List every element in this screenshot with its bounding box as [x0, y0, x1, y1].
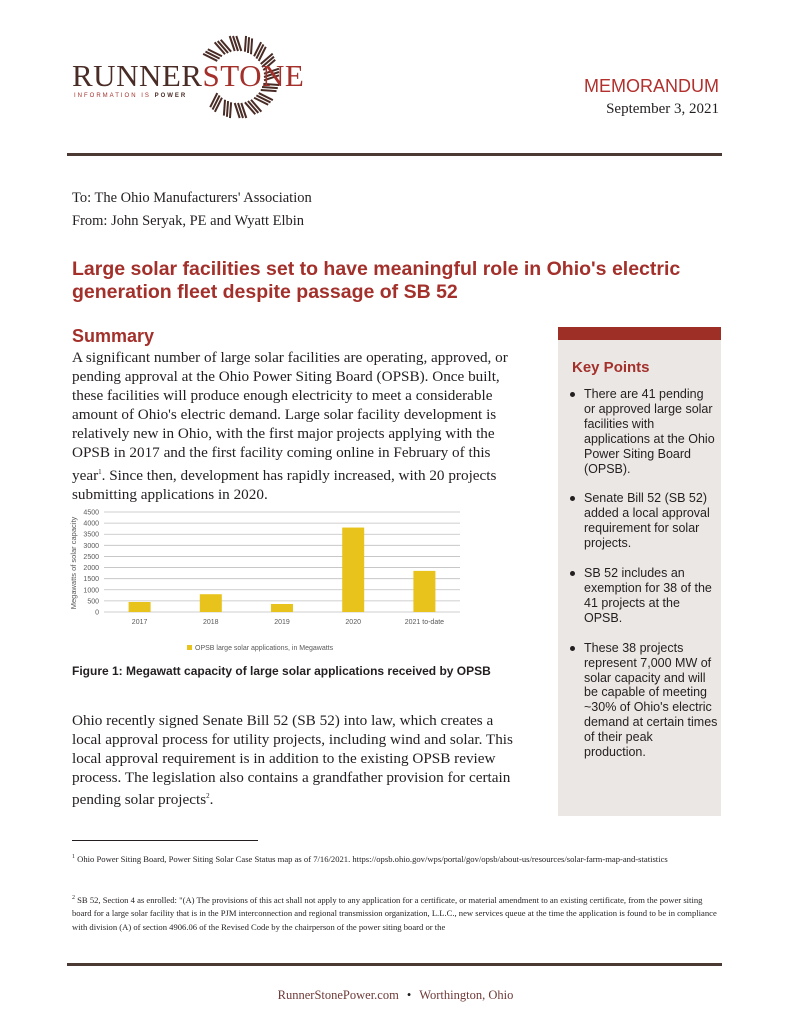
bar-2019 — [271, 604, 293, 612]
bar-2020 — [342, 528, 364, 612]
footnote-number: 1 — [72, 854, 75, 860]
sunburst-ray — [207, 93, 226, 112]
y-tick-label: 500 — [87, 598, 99, 606]
x-tick-label: 2021 to-date — [404, 619, 445, 626]
logo-word-runner: RUNNER — [72, 58, 203, 93]
y-tick-label: 0 — [95, 609, 99, 617]
footnote-text: SB 52, Section 4 as enrolled: "(A) The provisions of this act shall not apply to any application for a certificate, or material amendment to an existing certificate, from the power siting board for a large solar facility that is in the PJM interconnection and regional transmission organization, L.L.C., new services queue at the time the application is found to be in compliance with division (A) of section 4906.06 of the Revised Code by the chairperson of the power siting board or the — [72, 894, 717, 932]
y-tick-label: 4000 — [83, 520, 99, 528]
chart-x-ticks — [132, 619, 444, 626]
bar-2017 — [129, 602, 151, 612]
logo-word-stone: STONE — [202, 58, 305, 93]
y-tick-label: 4500 — [83, 509, 99, 517]
summary-text-b: . Since then, development has rapidly increased, with 20 projects submitting applications in 2020. — [72, 466, 497, 503]
footer-website-link[interactable]: RunnerStonePower.com — [277, 988, 399, 1002]
key-point-item: Senate Bill 52 (SB 52) added a local approval requirement for solar projects. — [568, 491, 718, 551]
y-tick-label: 1500 — [83, 576, 99, 584]
sb52-paragraph — [72, 711, 522, 810]
bar-2021-to-date — [413, 571, 435, 612]
footer-divider — [67, 963, 722, 966]
memo-date: September 3, 2021 — [606, 101, 719, 117]
sunburst-ray — [235, 103, 247, 118]
footer-separator: • — [406, 988, 412, 1002]
key-points-heading: Key Points — [572, 359, 650, 376]
bar-2018 — [200, 594, 222, 612]
key-point-item: These 38 projects represent 7,000 MW of solar capacity and will be capable of meeting ~30% of Ohio's electric demand at certain times of their peak production. — [568, 641, 718, 760]
chart-y-axis-label: Megawatts of solar capacity — [69, 516, 78, 610]
document-type: MEMORANDUM — [584, 76, 719, 96]
page-footer — [0, 988, 791, 1003]
bar-chart — [62, 505, 462, 655]
sunburst-ray — [240, 36, 256, 54]
x-tick-label: 2019 — [274, 619, 290, 626]
footnote-number: 2 — [72, 895, 75, 901]
summary-heading: Summary — [72, 326, 155, 346]
logo-tagline — [74, 93, 187, 99]
y-tick-label: 1000 — [83, 587, 99, 595]
logo-tagline-a: INFORMATION IS — [74, 93, 155, 99]
footnote-1 — [72, 851, 722, 866]
sb52-text-a: Ohio recently signed Senate Bill 52 (SB 52) into law, which creates a local approval process for utility projects, including wind and solar. This local approval requirement is in addition to the existing OPSB review process. The legislation also contains a grandfather provision for certain pending solar projects — [72, 712, 513, 809]
summary-paragraph — [72, 348, 522, 504]
y-tick-label: 2000 — [83, 565, 99, 573]
footnote-divider — [72, 840, 258, 841]
figure-caption: Figure 1: Megawatt capacity of large solar applications received by OPSB — [72, 664, 491, 678]
company-logo — [70, 36, 305, 116]
footnote-text: Ohio Power Siting Board, Power Siting Solar Case Status map as of 7/16/2021. https://opsb.ohio.gov/wps/portal/gov/opsb/about-us/resources/solar-farm-map-and-statistics — [77, 853, 668, 864]
key-point-item: SB 52 includes an exemption for 38 of the 41 projects at the OPSB. — [568, 566, 718, 626]
summary-text-a: A significant number of large solar facilities are operating, approved, or pending approval at the Ohio Power Siting Board (OPSB). Once built, these facilities will produce enough electricity to meet a considerable amount of Ohio's electric demand. Large solar facility development is relatively new in Ohio, with the first major projects applying with the OPSB in 2017 and the first facility coming online in February of this year — [72, 349, 508, 484]
key-points-header-bar — [558, 327, 721, 340]
sunburst-ray — [230, 36, 242, 51]
logo-wordmark — [72, 60, 304, 91]
memo-to: To: The Ohio Manufacturers' Association — [72, 190, 312, 206]
footer-location: Worthington, Ohio — [419, 988, 514, 1002]
memo-from: From: John Seryak, PE and Wyatt Elbin — [72, 213, 305, 229]
x-tick-label: 2018 — [203, 619, 219, 626]
x-tick-label: 2017 — [131, 619, 148, 626]
chart-y-ticks — [83, 510, 99, 617]
key-point-item: There are 41 pending or approved large solar facilities with applications at the Ohio Power Siting Board (OPSB). — [568, 387, 718, 476]
y-tick-label: 2500 — [83, 553, 99, 561]
chart-gridlines — [104, 512, 460, 612]
sb52-text-b: . — [209, 791, 214, 809]
legend-swatch — [187, 645, 192, 650]
key-points-list — [568, 387, 718, 775]
logo-tagline-b: POWER — [154, 93, 188, 99]
legend-label: OPSB large solar applications, in Megawatts — [195, 645, 334, 652]
footnote-ref-2[interactable]: 2 — [206, 792, 210, 801]
memo-title: Large solar facilities set to have meaningful role in Ohio's electric generation fleet despite passage of SB 52 — [72, 258, 681, 303]
footnote-2 — [72, 892, 722, 934]
chart-bars — [129, 528, 436, 612]
x-tick-label: 2020 — [345, 619, 361, 626]
header-divider — [67, 153, 722, 156]
y-tick-label: 3000 — [83, 542, 99, 550]
sunburst-ray — [219, 100, 235, 118]
footnote-ref-1[interactable]: 1 — [98, 467, 102, 476]
y-tick-label: 3500 — [83, 531, 99, 539]
